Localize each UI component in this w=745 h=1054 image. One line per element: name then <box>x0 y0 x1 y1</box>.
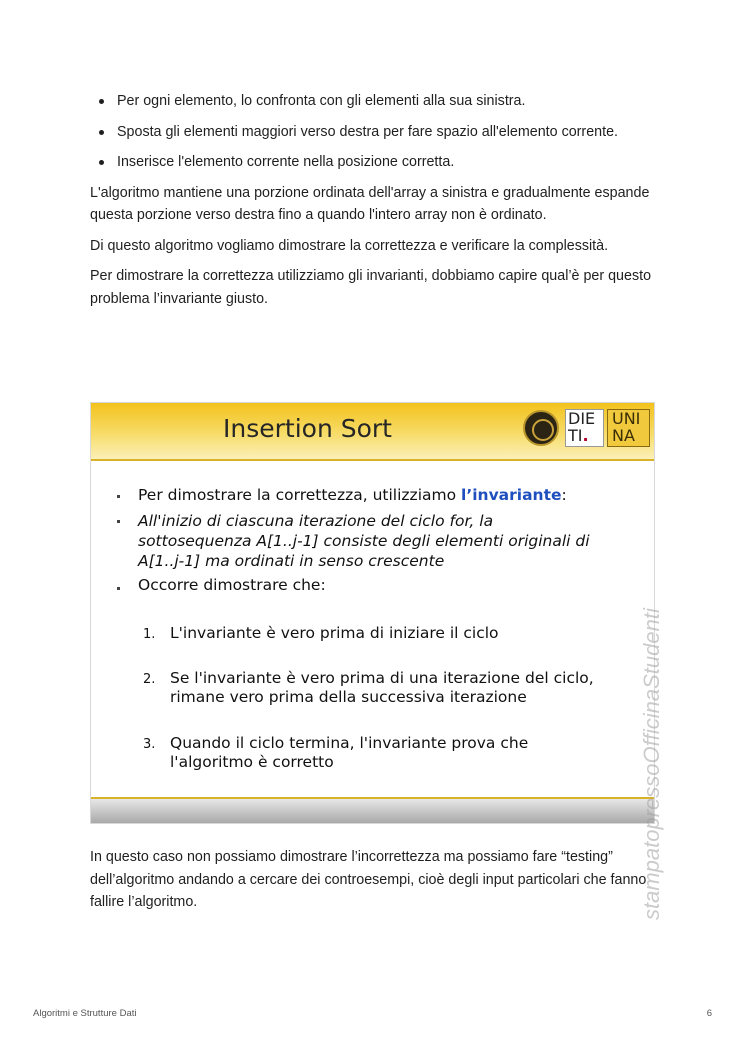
logo-text: UNI <box>612 409 641 428</box>
list-item: Per ogni elemento, lo confronta con gli elementi alla sua sinistra. <box>90 90 656 113</box>
footer-course: Algoritmi e Strutture Dati <box>33 1008 137 1019</box>
step-number: 3. <box>143 737 156 752</box>
watermark: stampatopressoOfficinaStudenti <box>639 608 664 920</box>
paragraph: Di questo algoritmo vogliamo dimostrare la correttezza e verificare la complessità. <box>90 237 609 254</box>
dieti-logo <box>565 409 604 447</box>
university-seal-icon <box>523 410 559 446</box>
slide-title: Insertion Sort <box>223 414 392 443</box>
slide-bullet-text: All'inizio di ciascuna iterazione del ciclo for, la sottosequenza A[1..j-1] consiste degli elementi originali di A[1..j-1] ma ordinati in senso crescente <box>138 512 590 570</box>
logo-text: TI <box>568 426 583 445</box>
bullet-marker <box>117 495 120 498</box>
slide-bullet <box>138 485 608 505</box>
list-item: Sposta gli elementi maggiori verso destra per fare spazio all'elemento corrente. <box>90 121 656 144</box>
step-text: Se l'invariante è vero prima di una iterazione del ciclo, rimane vero prima della successiva iterazione <box>170 669 594 706</box>
bullet-list <box>90 90 656 174</box>
slide-bullet-highlight: l’invariante <box>461 486 562 504</box>
bullet-marker <box>117 520 120 523</box>
logo-text: DIE <box>568 409 596 428</box>
slide-header <box>91 403 654 461</box>
logo-text: NA <box>612 426 635 445</box>
slide-bullet-text: Per dimostrare la correttezza, utilizziamo <box>138 486 462 504</box>
slide-footer <box>91 797 654 823</box>
bullet-marker <box>117 587 120 590</box>
step-number: 1. <box>143 627 156 642</box>
slide-bullet: Occorre dimostrare che: <box>138 576 326 594</box>
step-text: L'invariante è vero prima di iniziare il ciclo <box>170 624 499 642</box>
logo-dot: . <box>582 426 589 445</box>
step-number: 2. <box>143 672 156 687</box>
page-number: 6 <box>706 1008 712 1019</box>
unina-logo <box>607 409 650 447</box>
slide-bullet-text: : <box>561 486 567 504</box>
paragraph: L'algoritmo mantiene una porzione ordinata dell'array a sinistra e gradualmente espande questa porzione verso destra fino a quando l'intero array non è ordinato. <box>90 184 650 223</box>
paragraph: Per dimostrare la correttezza utilizziamo gli invarianti, dobbiamo capire qual’è per questo problema l’invariante giusto. <box>90 268 652 307</box>
slide-image <box>90 402 655 824</box>
list-item: Inserisce l'elemento corrente nella posizione corretta. <box>90 151 656 174</box>
slide-bullet <box>138 511 608 571</box>
paragraph: In questo caso non possiamo dimostrare l’incorrettezza ma possiamo fare “testing” dell’algoritmo andando a cercare dei controesempi, cioè degli input particolari che fanno fallire l’algoritmo. <box>90 849 647 910</box>
main-content <box>90 90 656 318</box>
step-text: Quando il ciclo termina, l'invariante prova che l'algoritmo è corretto <box>170 734 529 771</box>
